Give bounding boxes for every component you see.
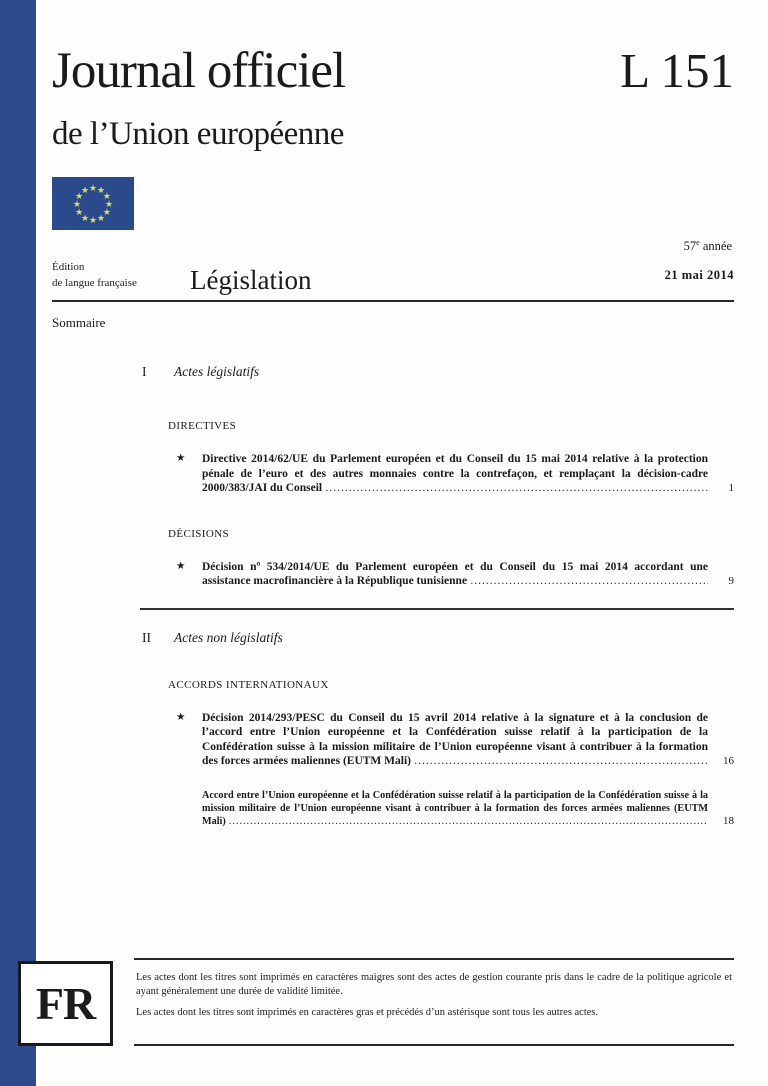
journal-subtitle: de l’Union européenne [52, 116, 344, 152]
volume-year [684, 238, 732, 254]
header-rule [52, 300, 734, 302]
edition-language-label [52, 260, 137, 291]
language-code-box: FR [18, 961, 113, 1046]
section-divider-rule [140, 608, 734, 610]
toc-label: Sommaire [52, 315, 106, 330]
section-1-title: Actes législatifs [174, 364, 260, 379]
year-number: 57 [683, 239, 697, 254]
footer-note-1: Les actes dont les titres sont imprimés en caractères maigres sont des actes de gestion courante pris dans le cadre de la politique agricole et ayant généralement une durée de validité limitée. [136, 972, 732, 997]
edition-info-row [52, 236, 734, 300]
group-heading-directives: DIRECTIVES [168, 420, 237, 432]
star-bullet-icon: ★ [176, 711, 186, 723]
group-heading-decisions: DÉCISIONS [168, 527, 230, 540]
section-1-numeral: I [142, 364, 147, 379]
star-bullet-icon: ★ [176, 453, 186, 464]
section-2-heading [140, 630, 734, 646]
toc-entry-title: Décision nº 534/2014/UE du Parlement européen et du Conseil du 15 mai 2014 accordant une assistance macrofinancière à la République tunisienne ..... [202, 560, 708, 589]
footer-note-2: Les actes dont les titres sont imprimés en caractères gras et précédés d’un astérisque sont tous les autres actes. [136, 1007, 599, 1018]
edition-line1: Édition [52, 261, 85, 274]
page-content [52, 0, 734, 828]
edition-line2: de langue française [52, 276, 137, 289]
toc-entry-title: Directive 2014/62/UE du Parlement européen et du Conseil du 15 mai 2014 relative à la protection pénale de l’euro et des autres monnaies contre la contrefaçon, et remplaçant la décision-cadre 2000/383/JAI du Conseil ..... [202, 452, 708, 496]
toc-entry-page: 18 [723, 814, 734, 827]
table-of-contents [140, 364, 734, 828]
blue-spine-bar [0, 0, 36, 1086]
toc-entry-title: Décision 2014/293/PESC du Conseil du 15 avril 2014 relative à la signature et à la conclusion de l’accord entre l’Union européenne et la Confédération suisse relatif à la participation de la Confédération suisse à la mission militaire de l’Union européenne visant à contribuer à la formation des forces armées maliennes (EUTM Mali) ..... [202, 711, 708, 769]
year-word: année [699, 239, 732, 254]
year-suffix: e [696, 238, 700, 247]
section-2-numeral: II [142, 629, 151, 645]
toc-entry-title: Accord entre l’Union européenne et la Confédération suisse relatif à la participation de la Confédération suisse à la mission militaire de l’Union européenne visant à contribuer à la formation des forces armées maliennes (EUTM Mali) ..... [202, 789, 708, 828]
section-1-heading [140, 364, 734, 380]
masthead [52, 43, 734, 99]
toc-entry-page: 9 [728, 575, 734, 587]
group-heading-accords: ACCORDS INTERNATIONAUX [168, 678, 329, 691]
issue-number: L 151 [620, 43, 734, 98]
star-bullet-icon: ★ [176, 560, 186, 572]
footer-notes [134, 958, 734, 1046]
section-2-title: Actes non législatifs [174, 629, 283, 645]
journal-title: Journal officiel [52, 43, 346, 99]
toc-entry-page: 1 [728, 482, 734, 494]
legislation-heading: Législation [190, 265, 312, 295]
toc-entry [140, 452, 734, 496]
toc-entry-page: 16 [723, 755, 734, 767]
toc-entry [140, 560, 734, 589]
eu-flag-icon: ★ ★ ★ ★ ★ ★ ★ ★ ★ ★ ★ ★ [52, 177, 134, 230]
publication-date: 21 mai 2014 [664, 268, 734, 282]
toc-entry [140, 789, 734, 828]
toc-entry [140, 711, 734, 769]
